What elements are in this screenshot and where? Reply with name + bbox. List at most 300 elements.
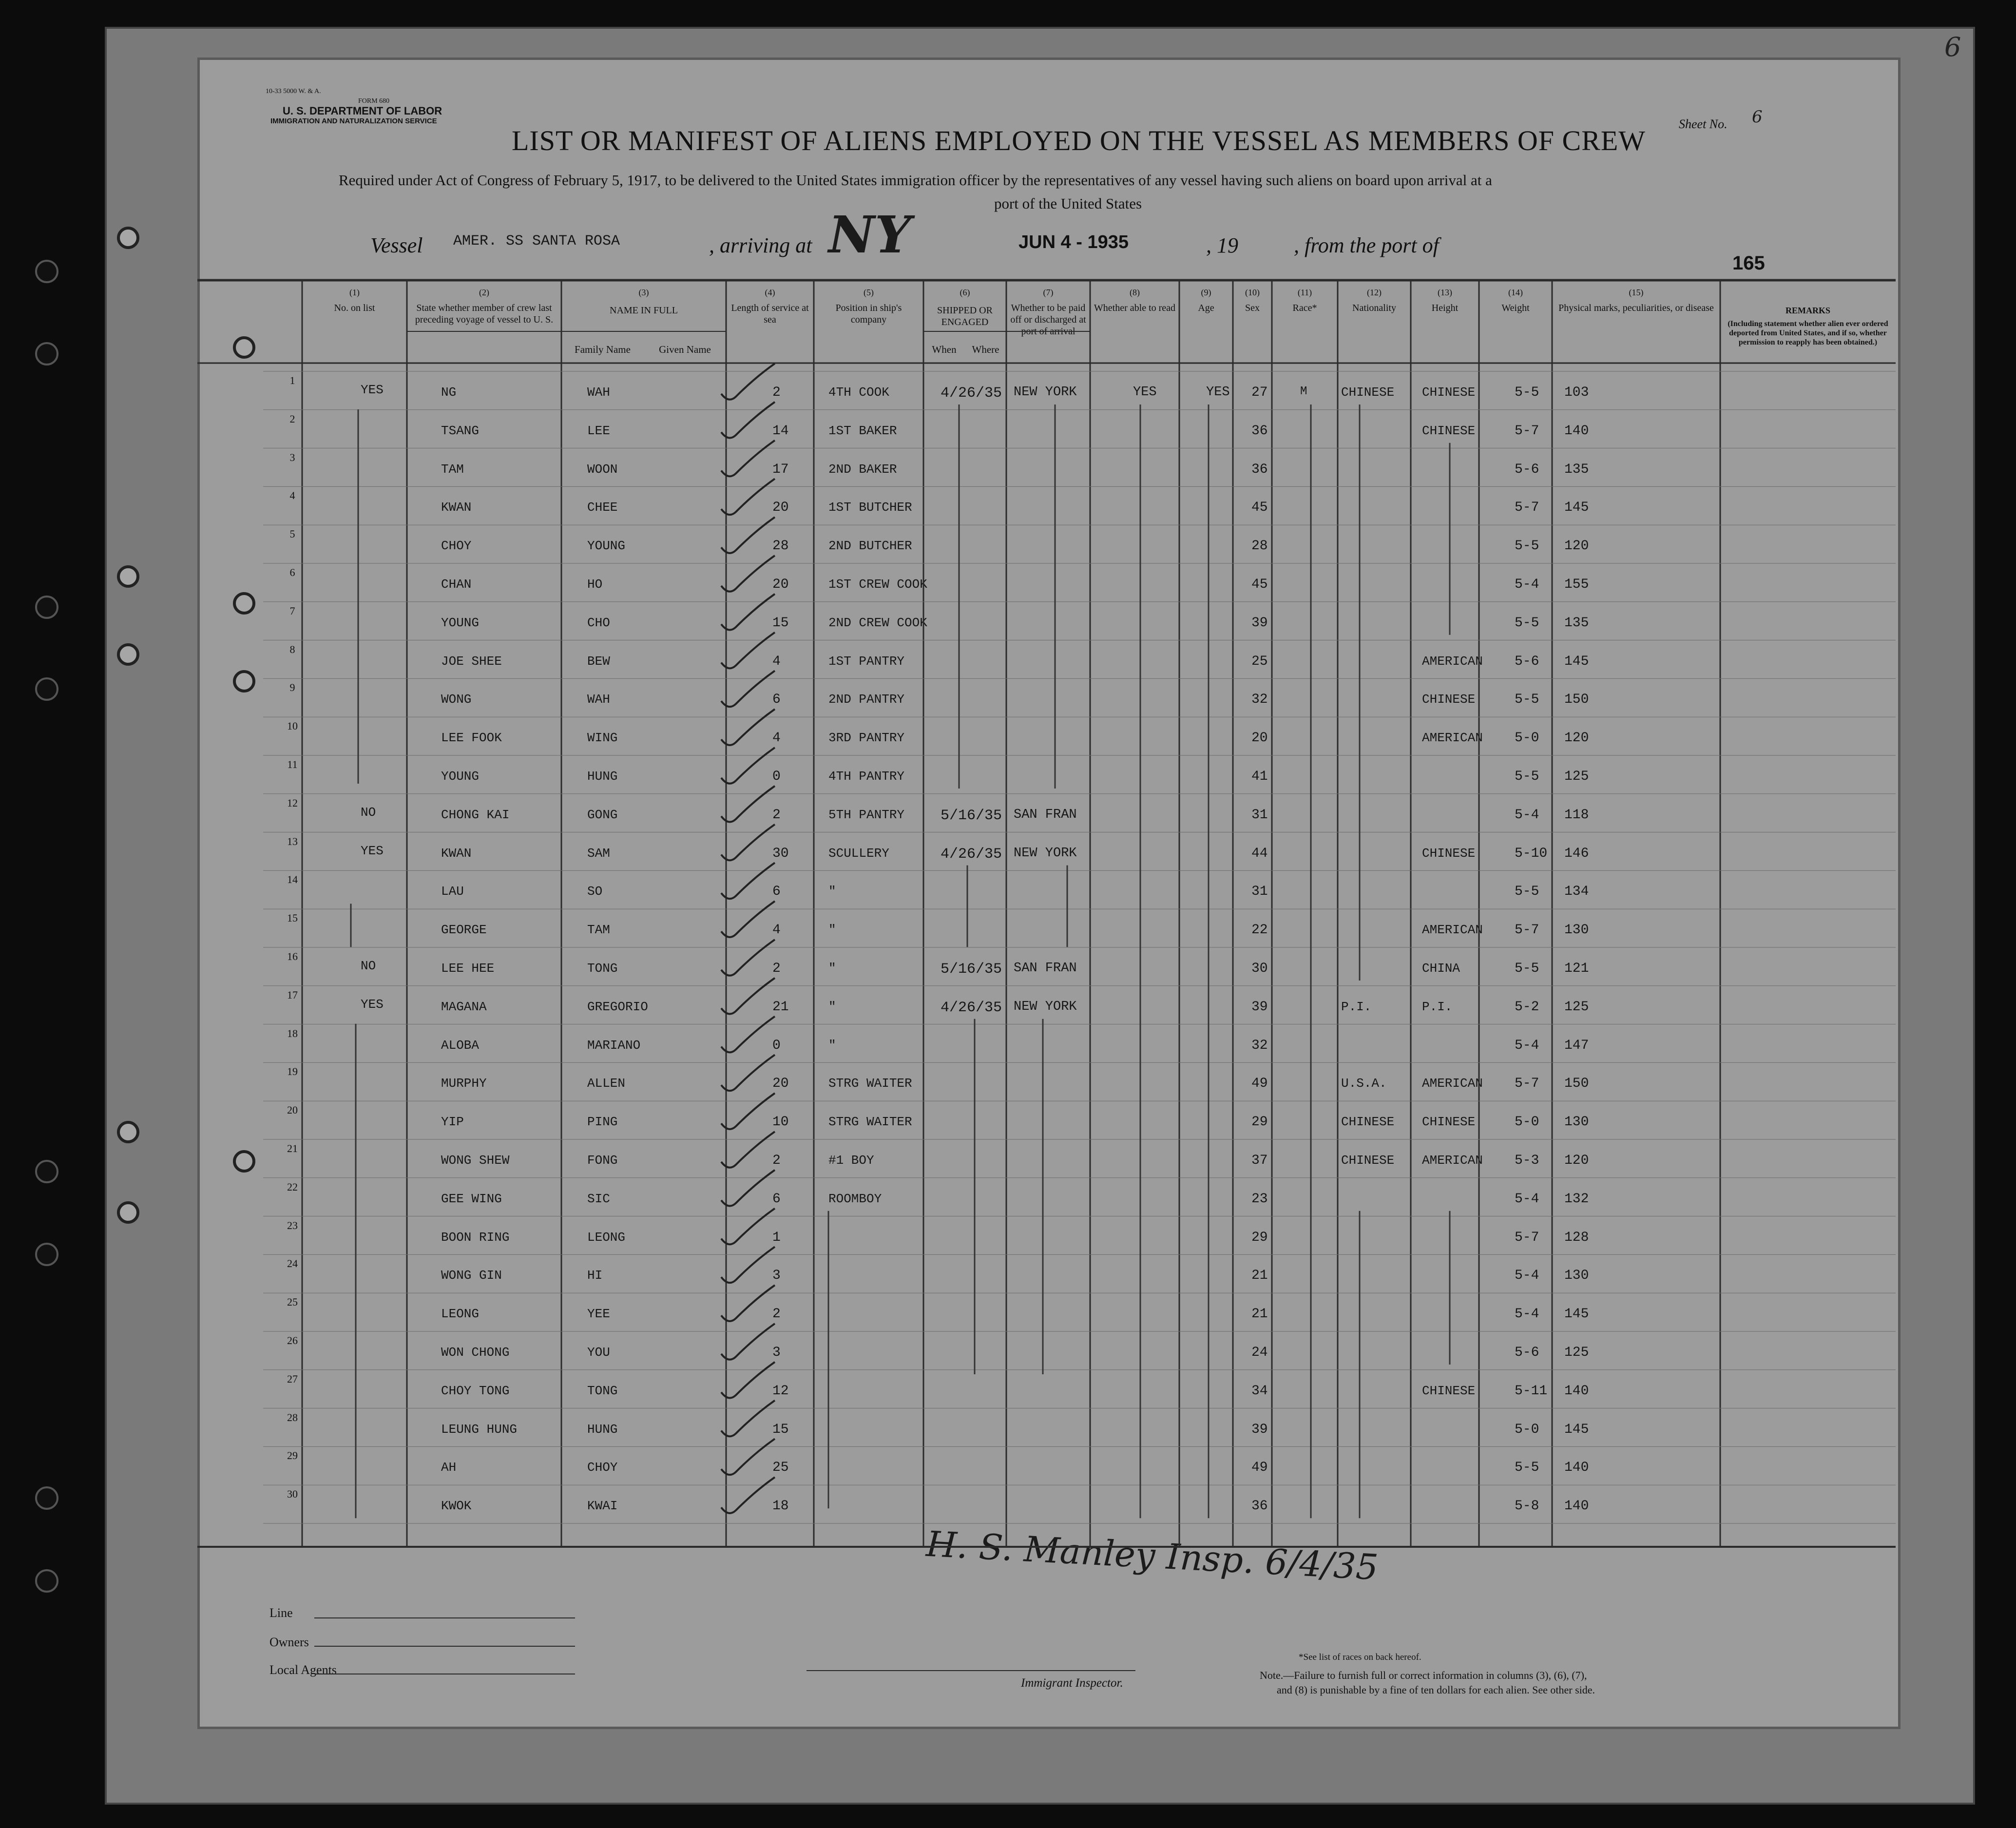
position-cell: 5TH PANTRY xyxy=(828,807,905,822)
nationality-cell: CHINESE xyxy=(1422,846,1476,861)
given-name-cell: BEW xyxy=(587,654,610,669)
weight-cell: 132 xyxy=(1564,1191,1589,1207)
length-of-service-cell: 6 xyxy=(772,884,781,900)
given-name-cell: HO xyxy=(587,577,603,592)
check-mark xyxy=(721,517,775,553)
length-of-service-cell: 3 xyxy=(772,1268,781,1284)
given-name-cell: SO xyxy=(587,884,603,899)
column-number: (11) xyxy=(1297,288,1312,297)
position-cell: " xyxy=(828,999,836,1014)
local-agents-label: Local Agents xyxy=(269,1663,337,1677)
check-mark xyxy=(721,863,775,899)
sex-cell: M xyxy=(1300,385,1307,398)
family-name-cell: GEORGE xyxy=(441,923,487,938)
row-number: 22 xyxy=(287,1180,298,1193)
age-cell: 39 xyxy=(1251,999,1268,1015)
row-number: 2 xyxy=(289,412,295,425)
length-of-service-cell: 0 xyxy=(772,1038,781,1053)
column-header: SHIPPED OR ENGAGED xyxy=(937,305,993,327)
year-label: , 19 xyxy=(1206,233,1238,257)
column-number: (1) xyxy=(349,288,360,297)
family-name-cell: CHOY xyxy=(441,539,472,554)
shipped-where-cell: SAN FRAN xyxy=(1014,961,1077,976)
nationality-cell: CHINESE xyxy=(1422,423,1476,438)
inspector-signature: H. S. Manley Insp. 6/4/35 xyxy=(925,1523,1380,1588)
length-of-service-cell: 4 xyxy=(772,654,781,669)
age-cell: 20 xyxy=(1251,731,1268,746)
subtitle-line-2: port of the United States xyxy=(994,195,1142,212)
length-of-service-cell: 12 xyxy=(772,1383,789,1399)
subtitle-line-1: Required under Act of Congress of February 5, 1917, to be delivered to the United States immigration officer by the representatives of any vessel having such aliens on board upon arrival at a xyxy=(339,172,1492,189)
row-number: 7 xyxy=(289,604,295,617)
height-cell: 5-6 xyxy=(1515,462,1539,477)
arrival-port-handwritten: NY xyxy=(828,205,911,265)
check-mark xyxy=(721,1247,775,1283)
position-cell: 1ST BAKER xyxy=(828,423,897,438)
height-cell: 5-0 xyxy=(1515,731,1539,746)
weight-cell: 121 xyxy=(1564,961,1589,976)
weight-cell: 135 xyxy=(1564,462,1589,477)
given-name-cell: TAM xyxy=(587,923,610,938)
shipped-when-cell: 4/26/35 xyxy=(941,385,1002,402)
row-number: 4 xyxy=(289,489,295,502)
column-subheader: Where xyxy=(972,344,999,355)
given-name-cell: KWAI xyxy=(587,1499,618,1514)
age-cell: 29 xyxy=(1251,1115,1268,1130)
position-cell: ROOMBOY xyxy=(828,1191,882,1206)
nationality-cell: AMERICAN xyxy=(1422,1076,1483,1091)
position-cell: " xyxy=(828,961,836,976)
family-name-cell: NG xyxy=(441,385,457,400)
check-mark xyxy=(721,940,775,976)
family-name-cell: LAU xyxy=(441,884,464,899)
weight-cell: 147 xyxy=(1564,1038,1589,1053)
row-number: 18 xyxy=(287,1027,298,1039)
height-cell: 5-7 xyxy=(1515,500,1539,516)
weight-cell: 150 xyxy=(1564,692,1589,708)
inspector-label: Immigrant Inspector. xyxy=(1021,1676,1123,1690)
age-cell: 31 xyxy=(1251,884,1268,900)
position-cell: 4TH PANTRY xyxy=(828,769,905,784)
check-mark xyxy=(721,1324,775,1360)
height-cell: 5-11 xyxy=(1515,1383,1548,1399)
position-cell: 2ND BAKER xyxy=(828,462,897,477)
weight-cell: 140 xyxy=(1564,423,1589,439)
check-mark xyxy=(721,1093,775,1129)
age-cell: 34 xyxy=(1251,1383,1268,1399)
length-of-service-cell: 30 xyxy=(772,846,789,861)
given-name-cell: MARIANO xyxy=(587,1038,641,1053)
weight-cell: 118 xyxy=(1564,807,1589,823)
length-of-service-cell: 2 xyxy=(772,1307,781,1322)
column-number: (9) xyxy=(1201,288,1211,297)
position-cell: 2ND CREW COOK xyxy=(828,615,927,630)
column-number: (7) xyxy=(1043,288,1054,297)
length-of-service-cell: 20 xyxy=(772,500,789,516)
row-number: 3 xyxy=(289,451,295,463)
column-header: No. on list xyxy=(334,303,375,313)
height-cell: 5-4 xyxy=(1515,1268,1539,1284)
family-name-cell: BOON RING xyxy=(441,1230,510,1245)
weight-cell: 130 xyxy=(1564,1115,1589,1130)
height-cell: 5-5 xyxy=(1515,884,1539,900)
length-of-service-cell: 2 xyxy=(772,807,781,823)
weight-cell: 146 xyxy=(1564,846,1589,861)
weight-cell: 140 xyxy=(1564,1499,1589,1514)
column-number: (2) xyxy=(479,288,489,297)
given-name-cell: WOON xyxy=(587,462,618,477)
row-number: 5 xyxy=(289,528,295,540)
row-number: 10 xyxy=(287,720,298,732)
length-of-service-cell: 0 xyxy=(772,769,781,784)
check-mark xyxy=(721,402,775,438)
weight-cell: 120 xyxy=(1564,539,1589,554)
age-cell: 39 xyxy=(1251,1422,1268,1437)
position-cell: 4TH COOK xyxy=(828,385,889,400)
height-cell: 5-7 xyxy=(1515,1076,1539,1092)
column-number: (13) xyxy=(1438,288,1452,297)
weight-cell: 140 xyxy=(1564,1460,1589,1476)
column-number: (3) xyxy=(638,288,649,297)
length-of-service-cell: 4 xyxy=(772,731,781,746)
row-number: 28 xyxy=(287,1411,298,1424)
shipped-where-cell: NEW YORK xyxy=(1014,846,1077,861)
age-cell: 49 xyxy=(1251,1460,1268,1476)
given-name-cell: GREGORIO xyxy=(587,999,648,1014)
age-cell: 29 xyxy=(1251,1230,1268,1245)
owners-label: Owners xyxy=(269,1635,309,1649)
length-of-service-cell: 20 xyxy=(772,577,789,592)
weight-cell: 130 xyxy=(1564,923,1589,938)
stamp-number: 165 xyxy=(1732,252,1765,274)
length-of-service-cell: 21 xyxy=(772,999,789,1015)
race-note: *See list of races on back hereof. xyxy=(1299,1652,1421,1662)
prior-voyage-cell: NO xyxy=(361,805,376,820)
column-header: NAME IN FULL xyxy=(610,305,678,316)
family-name-cell: WONG xyxy=(441,692,472,707)
position-cell: 3RD PANTRY xyxy=(828,731,905,746)
length-of-service-cell: 15 xyxy=(772,1422,789,1437)
position-cell: 2ND PANTRY xyxy=(828,692,905,707)
column-header: REMARKS xyxy=(1785,306,1830,315)
race-cell: CHINESE xyxy=(1341,1153,1395,1168)
height-cell: 5-5 xyxy=(1515,692,1539,708)
height-cell: 5-2 xyxy=(1515,999,1539,1015)
check-mark xyxy=(721,441,775,477)
age-cell: 49 xyxy=(1251,1076,1268,1092)
check-mark xyxy=(721,901,775,937)
row-number: 16 xyxy=(287,950,298,962)
line-label: Line xyxy=(269,1606,293,1620)
row-number: 19 xyxy=(287,1065,298,1078)
column-header: State whether member of crew last preceding voyage of vessel to U. S. xyxy=(415,303,554,325)
row-number: 14 xyxy=(287,873,298,886)
check-mark xyxy=(721,709,775,745)
age-cell: 27 xyxy=(1251,385,1268,400)
age-cell: 39 xyxy=(1251,615,1268,631)
length-of-service-cell: 18 xyxy=(772,1499,789,1514)
age-cell: 25 xyxy=(1251,654,1268,669)
family-name-cell: CHOY TONG xyxy=(441,1383,510,1398)
column-header: Sex xyxy=(1245,303,1260,313)
race-cell: CHINESE xyxy=(1341,1115,1395,1130)
shipped-where-cell: NEW YORK xyxy=(1014,385,1077,400)
shipped-where-cell: SAN FRAN xyxy=(1014,807,1077,822)
given-name-cell: TONG xyxy=(587,961,618,976)
check-mark xyxy=(721,748,775,784)
given-name-cell: YOUNG xyxy=(587,539,626,554)
age-cell: 32 xyxy=(1251,1038,1268,1053)
age-cell: 21 xyxy=(1251,1307,1268,1322)
length-of-service-cell: 15 xyxy=(772,615,789,631)
weight-cell: 135 xyxy=(1564,615,1589,631)
height-cell: 5-4 xyxy=(1515,1307,1539,1322)
prior-voyage-cell: NO xyxy=(361,959,376,973)
form-number: FORM 680 xyxy=(358,97,390,105)
column-number: (5) xyxy=(864,288,874,297)
family-name-cell: KWAN xyxy=(441,846,472,861)
family-name-cell: WONG SHEW xyxy=(441,1153,510,1168)
age-cell: 32 xyxy=(1251,692,1268,708)
column-number: (10) xyxy=(1245,288,1260,297)
paid-off-cell: YES xyxy=(1133,385,1157,400)
nationality-cell: CHINA xyxy=(1422,961,1460,976)
length-of-service-cell: 10 xyxy=(772,1115,789,1130)
weight-cell: 125 xyxy=(1564,999,1589,1015)
height-cell: 5-5 xyxy=(1515,1460,1539,1476)
height-cell: 5-0 xyxy=(1515,1422,1539,1437)
column-number: (14) xyxy=(1508,288,1523,297)
family-name-cell: WON CHONG xyxy=(441,1345,510,1360)
height-cell: 5-8 xyxy=(1515,1499,1539,1514)
length-of-service-cell: 17 xyxy=(772,462,789,477)
length-of-service-cell: 6 xyxy=(772,692,781,708)
row-number: 30 xyxy=(287,1488,298,1501)
row-number: 1 xyxy=(289,374,295,386)
family-name-cell: YOUNG xyxy=(441,615,480,630)
given-name-cell: CHEE xyxy=(587,500,618,515)
check-mark xyxy=(721,556,775,592)
check-mark xyxy=(721,825,775,861)
height-cell: 5-5 xyxy=(1515,769,1539,784)
column-subheader: (Including statement whether alien ever ordered deported from United States, and if so, whether permission to reapply has been obtained.) xyxy=(1728,320,1888,346)
length-of-service-cell: 2 xyxy=(772,1153,781,1168)
weight-cell: 103 xyxy=(1564,385,1589,400)
column-subheader: When xyxy=(932,344,957,355)
row-number: 15 xyxy=(287,912,298,924)
column-number: (8) xyxy=(1130,288,1140,297)
column-header: Whether to be paid off or discharged at port of arrival xyxy=(1010,303,1086,337)
height-cell: 5-3 xyxy=(1515,1153,1539,1168)
column-number: (15) xyxy=(1629,288,1644,297)
weight-cell: 140 xyxy=(1564,1383,1589,1399)
service-name: IMMIGRATION AND NATURALIZATION SERVICE xyxy=(270,117,437,125)
age-cell: 31 xyxy=(1251,807,1268,823)
height-cell: 5-4 xyxy=(1515,1038,1539,1053)
weight-cell: 145 xyxy=(1564,1307,1589,1322)
given-name-cell: CHOY xyxy=(587,1460,618,1475)
family-name-cell: KWOK xyxy=(441,1499,472,1514)
age-cell: 45 xyxy=(1251,500,1268,516)
height-cell: 5-4 xyxy=(1515,807,1539,823)
nationality-cell: CHINESE xyxy=(1422,1383,1476,1398)
check-mark xyxy=(721,1477,775,1513)
check-mark xyxy=(721,479,775,515)
height-cell: 5-5 xyxy=(1515,539,1539,554)
weight-cell: 134 xyxy=(1564,884,1589,900)
able-to-read-cell: YES xyxy=(1206,385,1230,400)
height-cell: 5-7 xyxy=(1515,923,1539,938)
age-cell: 44 xyxy=(1251,846,1268,861)
given-name-cell: WAH xyxy=(587,385,610,400)
row-number: 23 xyxy=(287,1219,298,1231)
row-number: 24 xyxy=(287,1257,298,1270)
row-number: 27 xyxy=(287,1372,298,1385)
check-mark xyxy=(721,594,775,630)
weight-cell: 125 xyxy=(1564,769,1589,784)
family-name-cell: AH xyxy=(441,1460,457,1475)
age-cell: 22 xyxy=(1251,923,1268,938)
family-name-cell: TAM xyxy=(441,462,464,477)
height-cell: 5-10 xyxy=(1515,846,1548,861)
position-cell: 1ST PANTRY xyxy=(828,654,905,669)
given-name-cell: CHO xyxy=(587,615,610,630)
height-cell: 5-7 xyxy=(1515,1230,1539,1245)
check-mark xyxy=(721,671,775,707)
nationality-cell: CHINESE xyxy=(1422,1115,1476,1130)
row-number: 6 xyxy=(289,566,295,578)
family-name-cell: JOE SHEE xyxy=(441,654,502,669)
family-name-cell: CHONG KAI xyxy=(441,807,510,822)
sheet-label: Sheet No. xyxy=(1679,117,1728,131)
vessel-name: AMER. SS SANTA ROSA xyxy=(453,233,620,250)
row-number: 25 xyxy=(287,1296,298,1308)
family-name-cell: CHAN xyxy=(441,577,472,592)
check-mark xyxy=(721,1362,775,1398)
family-name-cell: LEE HEE xyxy=(441,961,495,976)
nationality-cell: AMERICAN xyxy=(1422,1153,1483,1168)
column-header: Nationality xyxy=(1352,303,1396,313)
department-name: U. S. DEPARTMENT OF LABOR xyxy=(283,105,442,117)
nationality-cell: AMERICAN xyxy=(1422,654,1483,669)
height-cell: 5-4 xyxy=(1515,1191,1539,1207)
check-mark xyxy=(721,1439,775,1475)
prior-voyage-cell: YES xyxy=(361,843,384,858)
length-of-service-cell: 2 xyxy=(772,385,781,400)
given-name-cell: LEE xyxy=(587,423,610,438)
position-cell: 1ST CREW COOK xyxy=(828,577,927,592)
check-mark xyxy=(721,364,775,400)
row-number: 9 xyxy=(289,681,295,694)
position-cell: " xyxy=(828,884,836,899)
given-name-cell: WAH xyxy=(587,692,610,707)
length-of-service-cell: 28 xyxy=(772,539,789,554)
age-cell: 36 xyxy=(1251,462,1268,477)
check-mark xyxy=(721,1132,775,1168)
form-title: LIST OR MANIFEST OF ALIENS EMPLOYED ON THE VESSEL AS MEMBERS OF CREW xyxy=(512,125,1646,156)
given-name-cell: HUNG xyxy=(587,1422,618,1437)
age-cell: 24 xyxy=(1251,1345,1268,1360)
check-mark xyxy=(721,1170,775,1206)
given-name-cell: YEE xyxy=(587,1307,610,1322)
shipped-when-cell: 5/16/35 xyxy=(941,807,1002,824)
row-number: 11 xyxy=(287,758,298,770)
given-name-cell: HUNG xyxy=(587,769,618,784)
weight-cell: 145 xyxy=(1564,654,1589,669)
height-cell: 5-4 xyxy=(1515,577,1539,592)
shipped-when-cell: 4/26/35 xyxy=(941,846,1002,863)
form-code: 10-33 5000 W. & A. xyxy=(266,88,321,95)
family-name-cell: WONG GIN xyxy=(441,1268,502,1283)
age-cell: 36 xyxy=(1251,1499,1268,1514)
column-header: Race* xyxy=(1292,303,1317,313)
family-name-cell: GEE WING xyxy=(441,1191,502,1206)
position-cell: SCULLERY xyxy=(828,846,889,861)
check-mark xyxy=(721,978,775,1014)
check-mark xyxy=(721,786,775,822)
penalty-note-2: and (8) is punishable by a fine of ten dollars for each alien. See other side. xyxy=(1277,1684,1595,1696)
row-number: 13 xyxy=(287,835,298,847)
column-header: Physical marks, peculiarities, or disease xyxy=(1558,303,1714,313)
family-name-cell: TSANG xyxy=(441,423,480,438)
row-number: 26 xyxy=(287,1334,298,1347)
check-mark xyxy=(721,1401,775,1437)
row-number: 12 xyxy=(287,796,298,809)
given-name-cell: TONG xyxy=(587,1383,618,1398)
height-cell: 5-6 xyxy=(1515,1345,1539,1360)
check-mark xyxy=(721,633,775,669)
check-mark xyxy=(721,1285,775,1321)
given-name-cell: PING xyxy=(587,1115,618,1130)
weight-cell: 145 xyxy=(1564,1422,1589,1437)
nationality-cell: CHINESE xyxy=(1422,692,1476,707)
age-cell: 30 xyxy=(1251,961,1268,976)
length-of-service-cell: 20 xyxy=(772,1076,789,1092)
age-cell: 21 xyxy=(1251,1268,1268,1284)
length-of-service-cell: 4 xyxy=(772,923,781,938)
height-cell: 5-6 xyxy=(1515,654,1539,669)
row-number: 29 xyxy=(287,1449,298,1462)
length-of-service-cell: 6 xyxy=(772,1191,781,1207)
length-of-service-cell: 14 xyxy=(772,423,789,439)
age-cell: 37 xyxy=(1251,1153,1268,1168)
column-header: Whether able to read xyxy=(1094,303,1176,313)
family-name-cell: YOUNG xyxy=(441,769,480,784)
given-name-cell: SIC xyxy=(587,1191,610,1206)
arriving-label: , arriving at xyxy=(709,233,812,257)
weight-cell: 145 xyxy=(1564,500,1589,516)
column-number: (4) xyxy=(765,288,775,297)
column-header: Age xyxy=(1198,303,1214,313)
from-port-label: , from the port of xyxy=(1294,233,1439,257)
weight-cell: 125 xyxy=(1564,1345,1589,1360)
position-cell: #1 BOY xyxy=(828,1153,874,1168)
check-mark xyxy=(721,1017,775,1053)
position-cell: STRG WAITER xyxy=(828,1076,912,1091)
length-of-service-cell: 25 xyxy=(772,1460,789,1476)
position-cell: 2ND BUTCHER xyxy=(828,539,912,554)
height-cell: 5-5 xyxy=(1515,615,1539,631)
given-name-cell: LEONG xyxy=(587,1230,626,1245)
weight-cell: 155 xyxy=(1564,577,1589,592)
weight-cell: 120 xyxy=(1564,1153,1589,1168)
prior-voyage-cell: YES xyxy=(361,997,384,1012)
sheet-number: 6 xyxy=(1752,107,1763,127)
weight-cell: 128 xyxy=(1564,1230,1589,1245)
row-number: 17 xyxy=(287,988,298,1001)
column-number: (6) xyxy=(960,288,970,297)
family-name-cell: MAGANA xyxy=(441,999,487,1014)
